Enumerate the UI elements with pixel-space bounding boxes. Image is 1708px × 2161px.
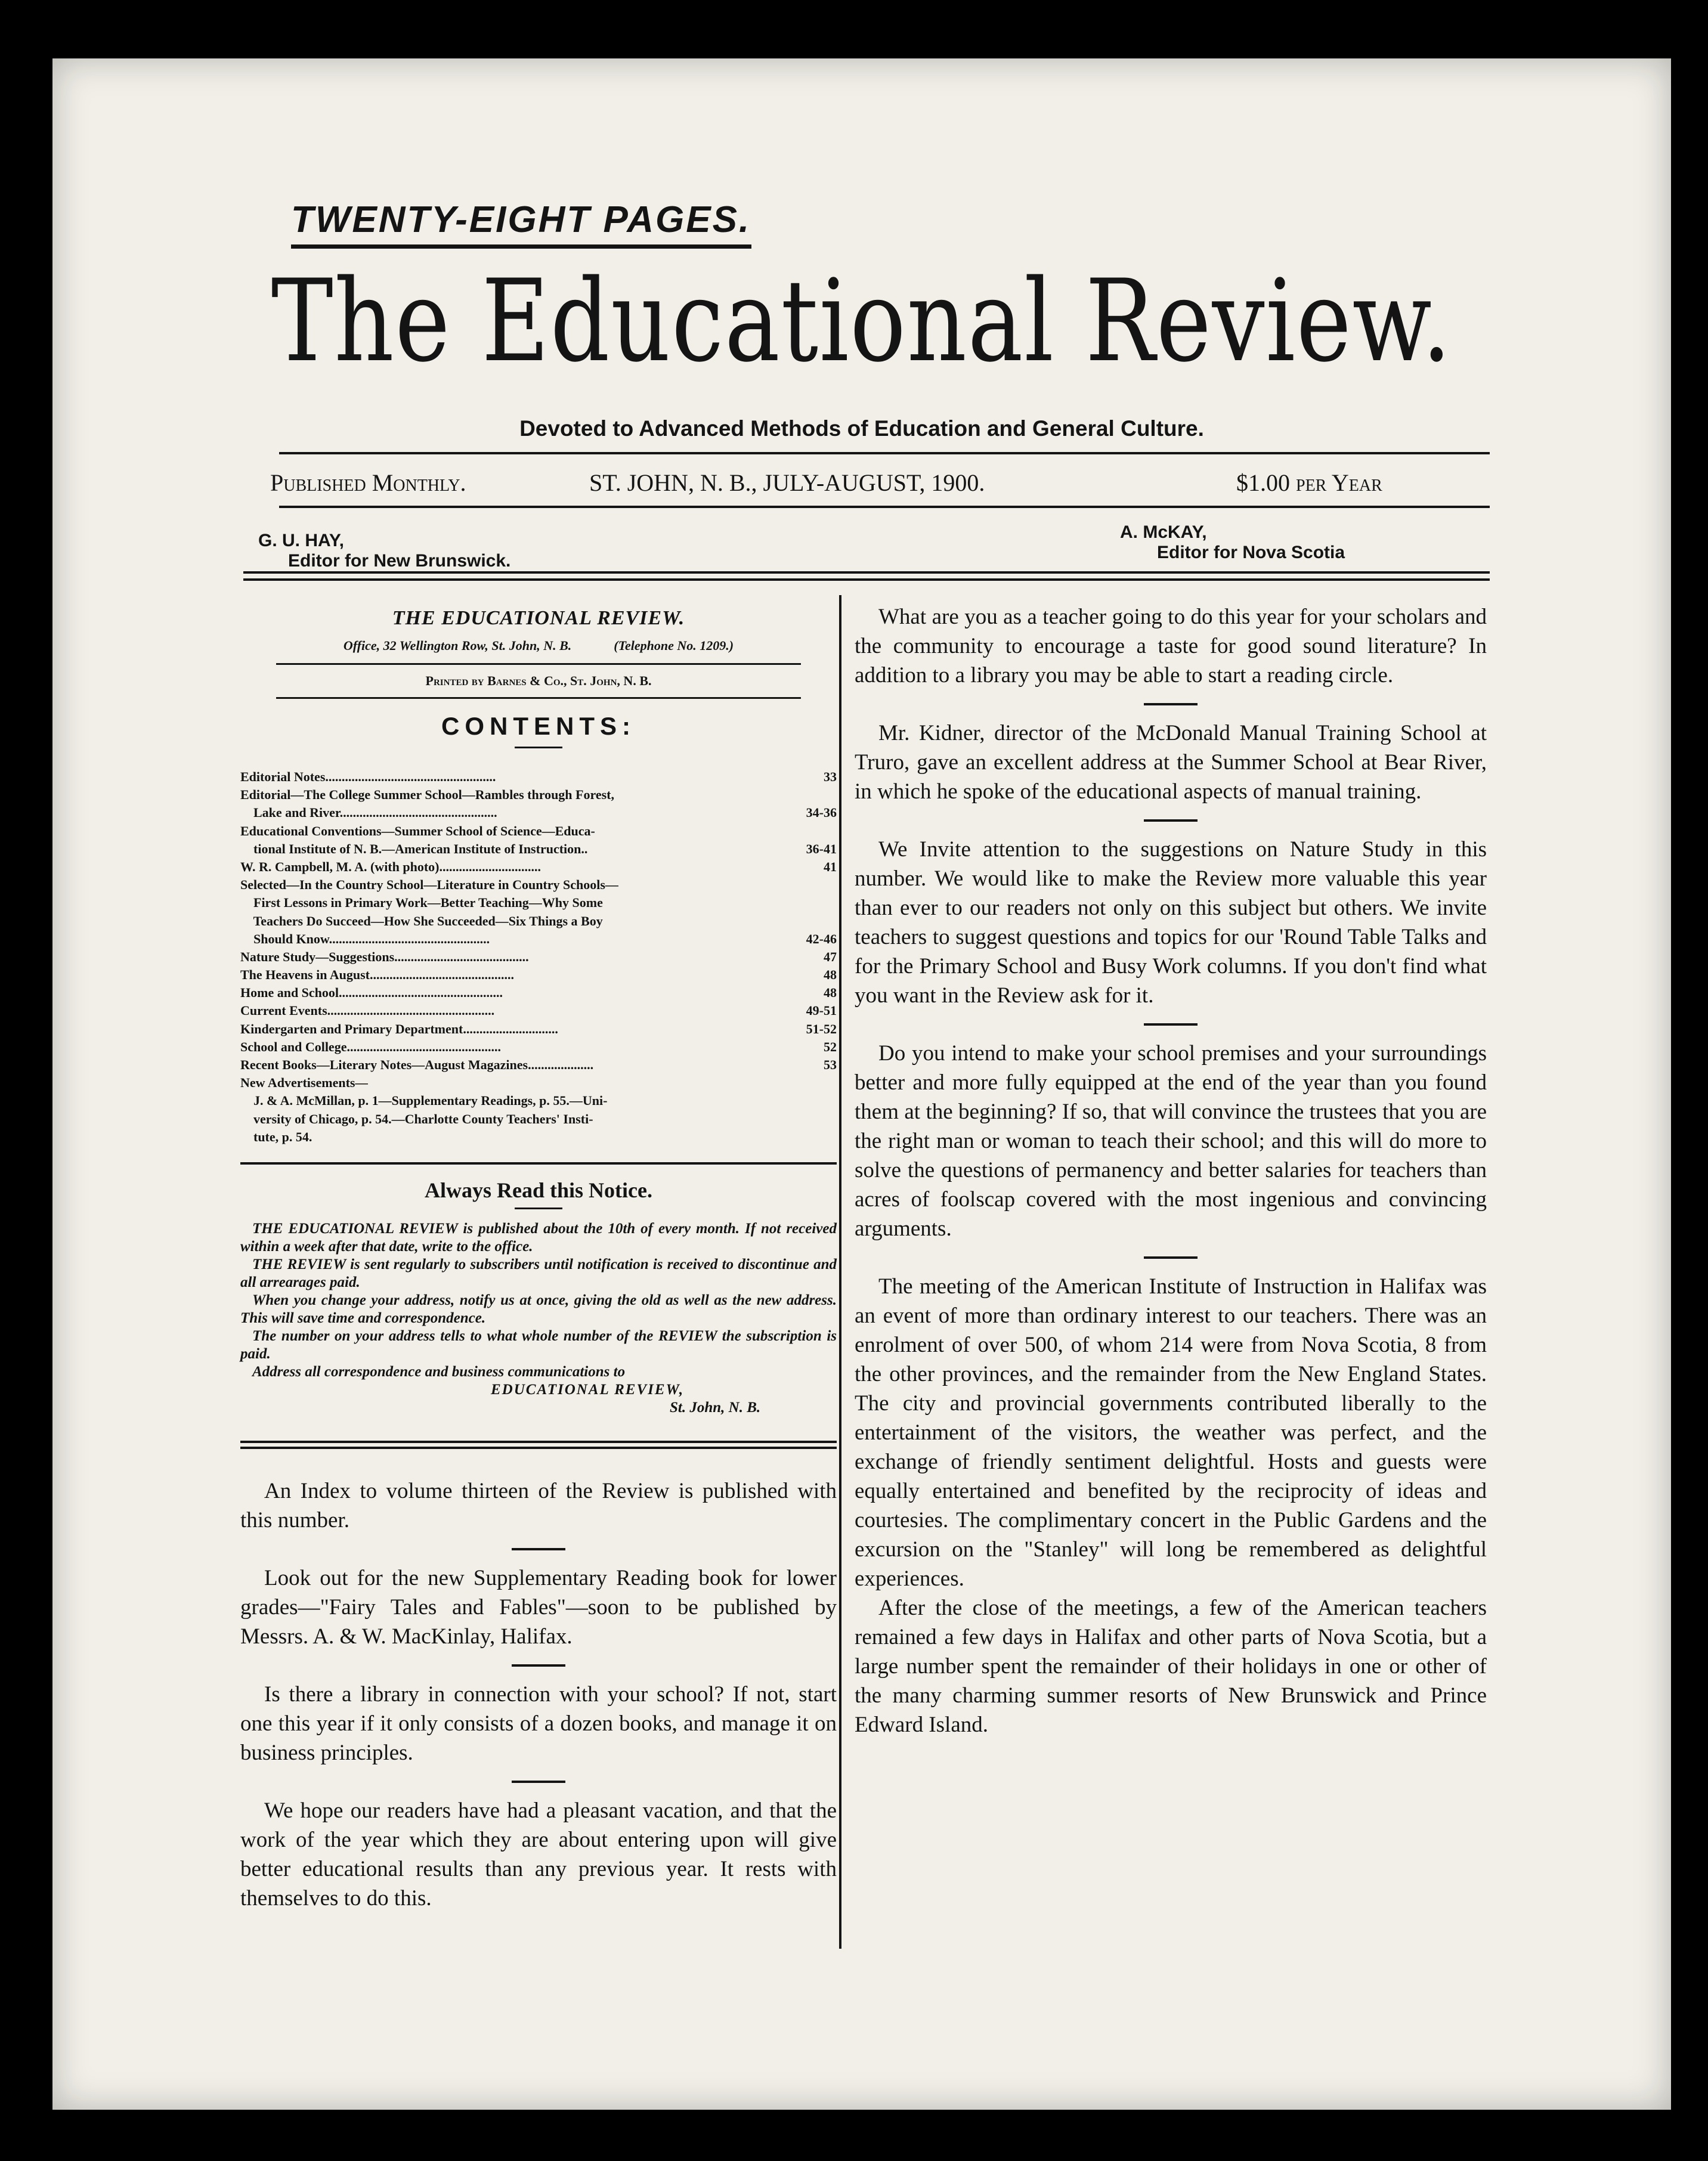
rule-masthead [276, 663, 801, 665]
contents-entry [240, 1094, 837, 1112]
contents-entry [240, 1022, 837, 1040]
rule-double-1 [243, 571, 1490, 574]
contents-entry-text: Lake and River................................................ [240, 806, 497, 821]
contents-entry-page: 42-46 [806, 931, 837, 946]
contents-entry [240, 1130, 837, 1148]
contents-list [240, 770, 837, 1148]
masthead-office-line [240, 638, 837, 654]
masthead-subtitle: Devoted to Advanced Methods of Education and General Culture. [519, 416, 1204, 441]
page-count-tag: TWENTY-EIGHT PAGES. [291, 199, 751, 240]
right-paragraph-meeting: The meeting of the American Institute of Instruction in Halifax was an event of more than ordinary interest to our teachers. There was an enrolment of over 500, of whom 214 were from Nova Scotia, 8 from the other provinces, and the remainder from the New England States. The city and provincial governments contributed liberally to the entertainment of the visitors, the weather was perfect, and the exchange of friendly sentiment delightful. Hosts and guests were equally entertained and benefited by the reciprocity of ideas and courtesies. The complimentary concert in the Public Gardens and the excursion on the "Stanley" will long be remembered as delightful experiences. [855, 1274, 1487, 1591]
contents-entry-page: 47 [824, 949, 837, 964]
contents-entry [240, 842, 837, 860]
contents-entry [240, 788, 837, 806]
left-paragraph-library: Is there a library in connection with your school? If not, start one this year if it only consists of a dozen books, and manage it on business principles. [240, 1682, 837, 1765]
masthead-telephone: (Telephone No. 1209.) [614, 638, 734, 653]
contents-entry-text: The Heavens in August............................................ [240, 968, 514, 983]
contents-entry-text: Home and School.................................................. [240, 986, 503, 1001]
contents-entry-text: versity of Chicago, p. 54.—Charlotte County Teachers' Insti- [240, 1112, 593, 1126]
notice-paragraph: THE REVIEW is sent regularly to subscribers until notification is received to discontinue and all arrearages paid. [240, 1256, 837, 1290]
right-paragraph-invite: We Invite attention to the suggestions on Nature Study in this number. We would like to make the Review more valuable this year than ever to our readers not only on this subject but others. We invite teachers to suggest questions and topics for our 'Round Table Talks and for the Primary School and Busy Work columns. If you don't find what you want in the Review ask for it. [855, 837, 1487, 1008]
notice-body [240, 1220, 837, 1417]
contents-heading: CONTENTS: [441, 712, 636, 740]
rule-notice [515, 1208, 562, 1209]
rule-double-left-1 [240, 1441, 837, 1443]
masthead-title: The Educational Review. [271, 255, 1453, 387]
notice-paragraph: Address all correspondence and business communications to [252, 1363, 626, 1380]
contents-entry [240, 968, 837, 986]
published-monthly: Published Monthly. [270, 469, 466, 496]
rule-top [279, 452, 1490, 454]
rule-printer [276, 697, 801, 699]
tag-underline [291, 244, 751, 249]
contents-entry [240, 896, 837, 914]
contents-entry [240, 914, 837, 932]
editor-left-name: G. U. HAY, [258, 531, 344, 550]
contents-entry [240, 1112, 837, 1130]
contents-entry [240, 950, 837, 968]
contents-entry-text: Selected—In the Country School—Literature in Country Schools— [240, 878, 618, 893]
place-date: ST. JOHN, N. B., JULY-AUGUST, 1900. [589, 469, 985, 496]
contents-entry-page: 34-36 [806, 805, 837, 821]
contents-entry [240, 860, 837, 878]
contents-entry-text: Nature Study—Suggestions......................................... [240, 949, 529, 964]
contents-entry-text: New Advertisements— [240, 1076, 369, 1091]
section-rule [1144, 703, 1198, 705]
contents-entry-text: tute, p. 54. [240, 1129, 312, 1144]
notice-address-2: St. John, N. B. [670, 1399, 761, 1416]
contents-entry-page: 49-51 [806, 1003, 837, 1018]
masthead-office: Office, 32 Wellington Row, St. John, N. B. [343, 638, 572, 653]
masthead-name: THE EDUCATIONAL REVIEW. [392, 607, 685, 629]
editor-left-role: Editor for New Brunswick. [288, 551, 511, 571]
notice-paragraph: THE EDUCATIONAL REVIEW is published about the 10th of every month. If not received within a week after that date, write to the office. [240, 1220, 837, 1255]
contents-entry [240, 1058, 837, 1076]
editor-right [1120, 522, 1345, 563]
contents-entry-page: 48 [824, 967, 837, 983]
section-rule [512, 1781, 565, 1783]
notice-paragraph: When you change your address, notify us at once, giving the old as well as the new address. This will save time and correspondence. [240, 1292, 837, 1326]
left-articles [240, 1476, 837, 1913]
contents-entry-text: First Lessons in Primary Work—Better Teaching—Why Some [240, 896, 603, 911]
newspaper-page [52, 58, 1671, 2110]
price: $1.00 per Year [1236, 469, 1382, 496]
contents-entry [240, 932, 837, 950]
contents-entry-text: tional Institute of N. B.—American Institute of Instruction.. [240, 841, 588, 856]
contents-entry [240, 1076, 837, 1094]
contents-entry [240, 770, 837, 788]
contents-entry-text: Teachers Do Succeed—How She Succeeded—Six Things a Boy [240, 914, 603, 928]
contents-entry-text: W. R. Campbell, M. A. (with photo)............................... [240, 859, 541, 874]
left-paragraph-index: An Index to volume thirteen of the Review is published with this number. [240, 1478, 837, 1532]
rule-double-left-2 [240, 1447, 837, 1449]
contents-entry [240, 986, 837, 1004]
rule-pub [279, 506, 1490, 508]
contents-entry-page: 53 [824, 1057, 837, 1072]
contents-entry-text: Educational Conventions—Summer School of Science—Educa- [240, 823, 595, 838]
right-paragraph-after: After the close of the meetings, a few of the American teachers remained a few days in Halifax and other parts of Nova Scotia, but a large number spent the remainder of their holidays in one or other of the many charming summer resorts of New Brunswick and Prince Edward Island. [855, 1596, 1487, 1737]
left-paragraph-vacation: We hope our readers have had a pleasant vacation, and that the work of the year which they are about entering upon will give better educational results than any previous year. It rests with themselves to do this. [240, 1798, 837, 1911]
contents-entry [240, 824, 837, 842]
rule-double-2 [243, 578, 1490, 581]
contents-entry-page: 41 [824, 859, 837, 874]
section-rule [1144, 1023, 1198, 1026]
contents-entry-text: Editorial—The College Summer School—Rambles through Forest, [240, 788, 614, 803]
contents-entry [240, 878, 837, 896]
contents-entry-page: 52 [824, 1039, 837, 1054]
contents-entry-page: 48 [824, 985, 837, 1001]
contents-entry-text: Should Know................................................. [240, 931, 490, 946]
contents-entry-page: 51-52 [806, 1021, 837, 1036]
contents-entry-text: Editorial Notes.................................................... [240, 770, 496, 784]
contents-entry [240, 1040, 837, 1058]
right-paragraph-premises: Do you intend to make your school premises and your surroundings better and more fully equipped at the end of the year than you found them at the beginning? If so, that will convince the trustees that you are the right man or woman to teach their school; and this will do more to solve the questions of permanency and better salaries for teachers than acres of foolscap covered with the most ingenious and convincing arguments. [855, 1041, 1487, 1241]
left-paragraph-lookout: Look out for the new Supplementary Reading book for lower grades—"Fairy Tales and Fables"—soon to be published by Messrs. A. & W. MacKinlay, Halifax. [240, 1565, 837, 1649]
notice-heading: Always Read this Notice. [425, 1178, 652, 1202]
notice-paragraph: The number on your address tells to what whole number of the REVIEW the subscription is paid. [240, 1327, 837, 1362]
rule-after-contents [240, 1162, 837, 1165]
notice-address-1: EDUCATIONAL REVIEW, [491, 1381, 685, 1398]
section-rule [1144, 819, 1198, 822]
right-column [855, 602, 1487, 1739]
section-rule [1144, 1256, 1198, 1259]
contents-entry-text: Current Events................................................... [240, 1004, 495, 1018]
right-paragraph-kidner: Mr. Kidner, director of the McDonald Manual Training School at Truro, gave an excellent address at the Summer School at Bear River, in which he spoke of the educational aspects of manual training. [855, 721, 1487, 804]
editor-right-name: A. McKAY, [1120, 522, 1207, 542]
contents-entry [240, 1004, 837, 1021]
masthead-printer: Printed by Barnes & Co., St. John, N. B. [425, 673, 652, 688]
contents-entry-text: School and College............................................... [240, 1039, 501, 1054]
right-paragraph-literature: What are you as a teacher going to do this year for your scholars and the community to encourage a taste for good sound literature? In addition to a library you may be able to start a reading circle. [855, 605, 1487, 688]
contents-entry-page: 33 [824, 769, 837, 784]
contents-entry-text: Kindergarten and Primary Department............................. [240, 1021, 558, 1036]
section-rule [512, 1548, 565, 1550]
section-rule [512, 1664, 565, 1667]
left-column [240, 607, 837, 1913]
editor-left [258, 531, 510, 571]
contents-entry-text: Recent Books—Literary Notes—August Magazines.................... [240, 1058, 594, 1072]
editor-right-role: Editor for Nova Scotia [1157, 543, 1345, 562]
column-divider [839, 595, 841, 1949]
contents-entry-text: J. & A. McMillan, p. 1—Supplementary Readings, p. 55.—Uni- [240, 1094, 608, 1109]
contents-entry [240, 806, 837, 823]
contents-entry-page: 36-41 [806, 841, 837, 856]
rule-contents [515, 747, 562, 748]
